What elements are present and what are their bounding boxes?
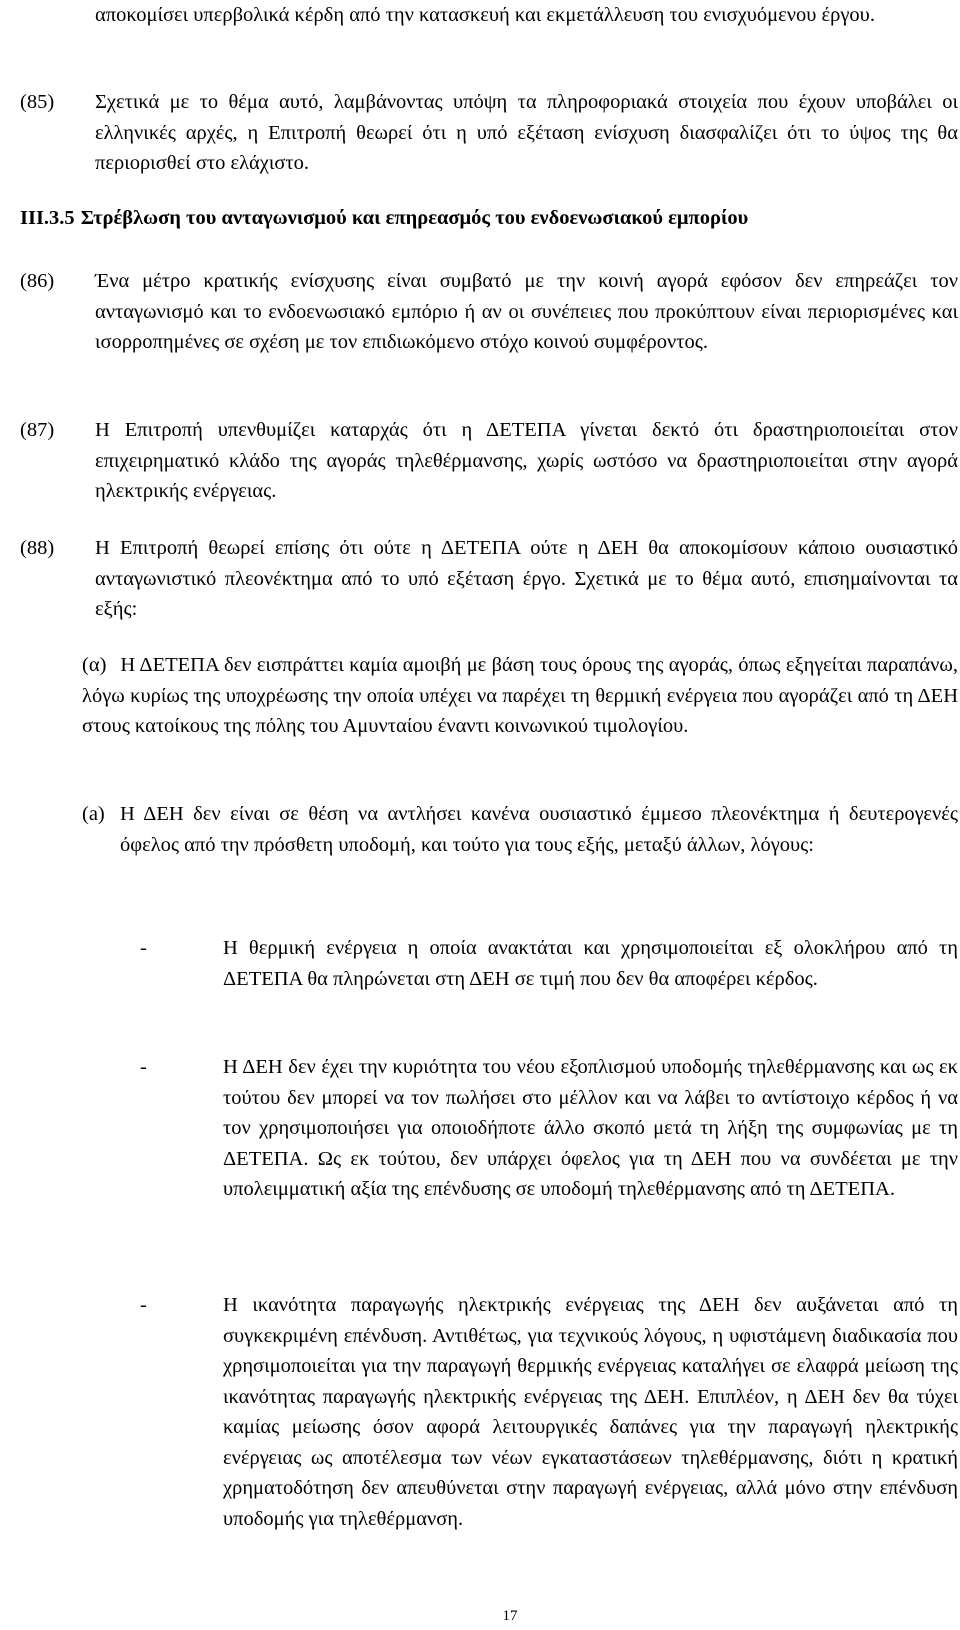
bullet-item <box>140 933 958 994</box>
paragraph-text: αποκομίσει υπερβολικά κέρδη από την κατασκευή και εκμετάλλευση του ενισχυόμενου έργου. <box>95 4 875 26</box>
bullet-text: Η ΔΕΗ δεν έχει την κυριότητα του νέου εξοπλισμού υποδομής τηλεθέρμανσης και ως εκ τούτου δεν μπορεί να τον πωλήσει στο μέλλον και να λάβει το αντίστοιχο κέρδος ή να τον χρησιμοποιήσει για οποιοδήποτε άλλο σκοπό μετά τη λήξη της συμφωνίας με τη ΔΕΤΕΠΑ. Ως εκ τούτου, δεν υπάρχει όφελος για τη ΔΕΗ που να συνδέεται με την υπολειμματική αξία της επένδυσης σε υποδομή τηλεθέρμανσης από τη ΔΕΤΕΠΑ. <box>223 1056 958 1200</box>
paragraph-number: (88) <box>20 537 55 559</box>
sub-item-a <box>82 650 958 742</box>
bullet-dash: - <box>140 937 147 959</box>
sub-item-label: (a) <box>82 803 105 825</box>
paragraph-text: Η Επιτροπή θεωρεί επίσης ότι ούτε η ΔΕΤΕΠΑ ούτε η ΔΕΗ θα αποκομίσουν κάποιο ουσιαστικό ανταγωνιστικό πλεονέκτημα από το υπό εξέταση έργο. Σχετικά με το θέμα αυτό, επισημαίνονται τα εξής: <box>95 537 958 620</box>
paragraph-84-continuation <box>20 0 958 31</box>
sub-item-a-body <box>82 650 958 742</box>
bullet-item <box>140 1052 958 1205</box>
bullet-dash: - <box>140 1056 147 1078</box>
paragraph-text: Ένα μέτρο κρατικής ενίσχυσης είναι συμβατό με την κοινή αγορά εφόσον δεν επηρεάζει τον ανταγωνισμό και το ενδοενωσιακό εμπόριο ή αν οι συνέπειες που προκύπτουν είναι περιορισμένες και ισορροπημένες σε σχέση με τον επιδιωκόμενο στόχο κοινού συμφέροντος. <box>95 270 958 353</box>
paragraph-text: Η Επιτροπή υπενθυμίζει καταρχάς ότι η ΔΕΤΕΠΑ γίνεται δεκτό ότι δραστηριοποιείται στον επιχειρηματικό κλάδο της αγοράς τηλεθέρμανσης, χωρίς ωστόσο να δραστηριοποιείται στην αγορά ηλεκτρικής ενέργειας. <box>95 419 958 502</box>
section-title: Στρέβλωση του ανταγωνισμού και επηρεασμός του ενδοενωσιακού εμπορίου <box>80 207 749 229</box>
paragraph-87 <box>20 415 958 507</box>
page-number: 17 <box>502 1608 518 1624</box>
paragraph-number: (85) <box>20 91 55 113</box>
bullet-item <box>140 1290 958 1534</box>
bullet-dash: - <box>140 1294 147 1316</box>
bullet-text: Η θερμική ενέργεια η οποία ανακτάται και χρησιμοποιείται εξ ολοκλήρου από τη ΔΕΤΕΠΑ θα πληρώνεται στη ΔΕΗ σε τιμή που δεν θα αποφέρει κέρδος. <box>223 937 958 990</box>
paragraph-85 <box>20 87 958 179</box>
paragraph-number: (87) <box>20 419 55 441</box>
paragraph-88 <box>20 533 958 625</box>
sub-item-b <box>82 799 958 860</box>
paragraph-text: Σχετικά με το θέμα αυτό, λαμβάνοντας υπόψη τα πληροφοριακά στοιχεία που έχουν υποβάλει οι ελληνικές αρχές, η Επιτροπή θεωρεί ότι η υπό εξέταση ενίσχυση διασφαλίζει ότι το ύψος της θα περιορισθεί στο ελάχιστο. <box>95 91 958 174</box>
sub-item-text: Η ΔΕΤΕΠΑ δεν εισπράττει καμία αμοιβή με βάση τους όρους της αγοράς, όπως εξηγείται παραπάνω, λόγω κυρίως της υποχρέωσης την οποία υπέχει να παρέχει τη θερμική ενέργεια που αγοράζει από τη ΔΕΗ στους κατοίκους της πόλης του Αμυνταίου έναντι κοινωνικού τιμολογίου. <box>82 654 958 737</box>
bullet-text: Η ικανότητα παραγωγής ηλεκτρικής ενέργειας της ΔΕΗ δεν αυξάνεται από τη συγκεκριμένη επένδυση. Αντιθέτως, για τεχνικούς λόγους, η υφιστάμενη διαδικασία που χρησιμοποιείται για την παραγωγή θερμικής ενέργειας καταλήγει σε ελαφρά μείωση της ικανότητας παραγωγής ηλεκτρικής ενέργειας της ΔΕΗ. Επιπλέον, η ΔΕΗ δεν θα τύχει καμίας μείωσης όσον αφορά λειτουργικές δαπάνες για την παραγωγή ηλεκτρικής ενέργειας ως αποτέλεσμα των νέων εγκαταστάσεων τηλεθέρμανσης, διότι η κρατική χρηματοδότηση δεν απευθύνεται στην παραγωγή ενέργειας, αλλά μόνο στην επένδυση υποδομής για τηλεθέρμανση. <box>223 1294 958 1530</box>
section-heading <box>20 203 958 234</box>
paragraph-86 <box>20 266 958 358</box>
sub-item-label: (α) <box>82 654 107 676</box>
paragraph-number: (86) <box>20 270 55 292</box>
sub-item-text: Η ΔΕΗ δεν είναι σε θέση να αντλήσει κανένα ουσιαστικό έμμεσο πλεονέκτημα ή δευτερογενές όφελος από την πρόσθετη υποδομή, και τούτο για τους εξής, μεταξύ άλλων, λόγους: <box>120 803 958 856</box>
section-number: III.3.5 <box>20 207 75 229</box>
